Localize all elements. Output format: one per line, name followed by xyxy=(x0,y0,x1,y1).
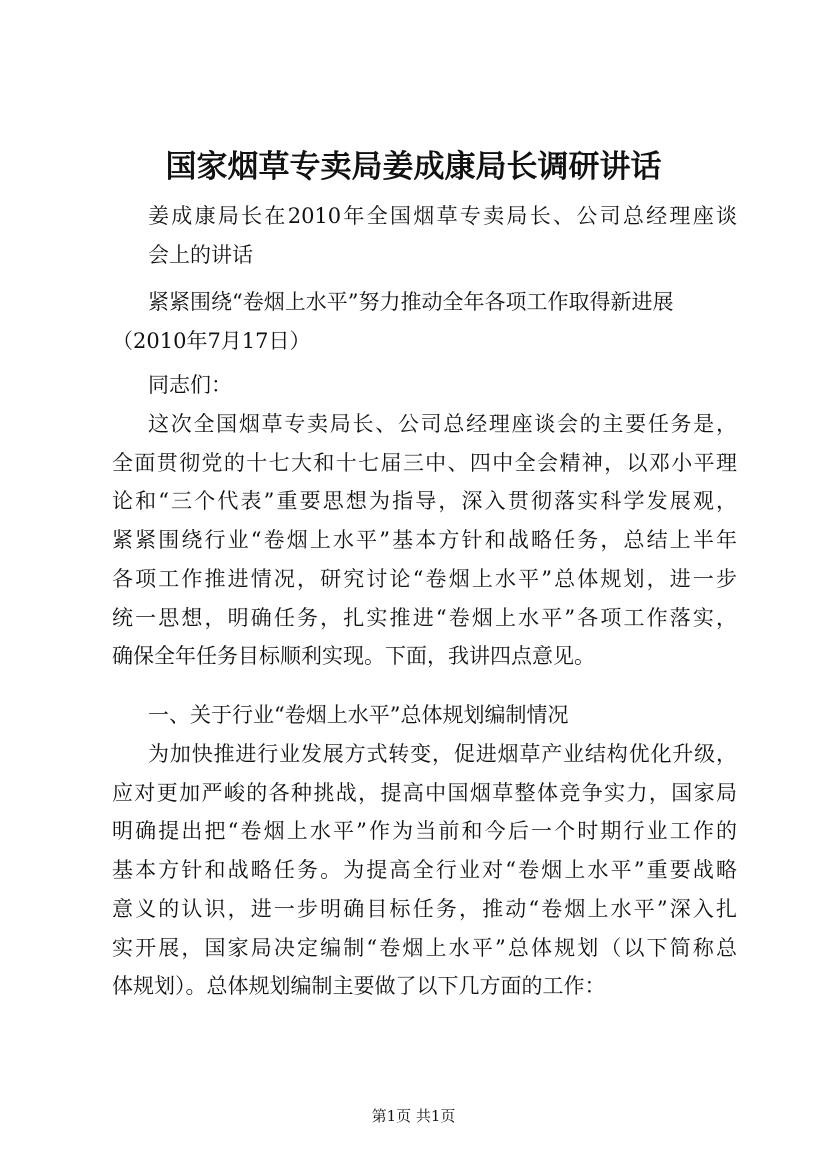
subtitle-paragraph xyxy=(112,197,737,274)
paragraph-line: 这次全国烟草专卖局长、公司总经理座谈会的主要任务是， xyxy=(148,412,737,436)
paragraph-line: 全面贯彻党的十七大和十七届三中、四中全会精神，以邓小平理 xyxy=(112,450,737,475)
section-1-heading xyxy=(112,696,737,735)
paragraph-line: 论和“三个代表”重要思想为指导，深入贯彻落实科学发展观， xyxy=(112,489,737,514)
salutation-line: 同志们： xyxy=(148,373,232,397)
paragraph-2 xyxy=(112,735,737,1006)
date-paragraph xyxy=(112,322,737,361)
salutation xyxy=(112,366,737,405)
section-heading-line: 一、关于行业“卷烟上水平”总体规划编制情况 xyxy=(148,703,569,727)
subtitle-line: 姜成康局长在2010年全国烟草专卖局长、公司总经理座谈 xyxy=(148,204,737,228)
paragraph-line: 实开展，国家局决定编制“卷烟上水平”总体规划（以下简称总 xyxy=(112,935,737,960)
paragraph-line: 体规划）。总体规划编制主要做了以下几方面的工作： xyxy=(112,974,606,999)
date-line: （2010年7月17日） xyxy=(112,329,311,353)
paragraph-1 xyxy=(112,405,737,676)
document-title: 国家烟草专卖局姜成康局长调研讲话 xyxy=(165,149,662,185)
paragraph-line: 确保全年任务目标顺利实现。下面，我讲四点意见。 xyxy=(112,644,595,669)
theme-paragraph xyxy=(112,283,737,322)
page-footer: 第1页 共1页 xyxy=(371,1107,456,1125)
paragraph-line: 紧紧围绕行业“卷烟上水平”基本方针和战略任务，总结上半年 xyxy=(112,528,737,553)
paragraph-line: 明确提出把“卷烟上水平”作为当前和今后一个时期行业工作的 xyxy=(112,819,737,844)
paragraph-line: 各项工作推进情况，研究讨论“卷烟上水平”总体规划，进一步 xyxy=(112,566,737,591)
paragraph-line: 应对更加严峻的各种挑战，提高中国烟草整体竞争实力，国家局 xyxy=(112,780,737,805)
paragraph-line: 统一思想，明确任务，扎实推进“卷烟上水平”各项工作落实， xyxy=(112,605,737,630)
subtitle-line: 会上的讲话 xyxy=(148,242,253,267)
paragraph-line: 基本方针和战略任务。为提高全行业对“卷烟上水平”重要战略 xyxy=(112,858,737,883)
paragraph-line: 为加快推进行业发展方式转变，促进烟草产业结构优化升级， xyxy=(148,742,737,766)
theme-line: 紧紧围绕“卷烟上水平”努力推动全年各项工作取得新进展 xyxy=(148,290,674,314)
paragraph-line: 意义的认识，进一步明确目标任务，推动“卷烟上水平”深入扎 xyxy=(112,896,737,921)
